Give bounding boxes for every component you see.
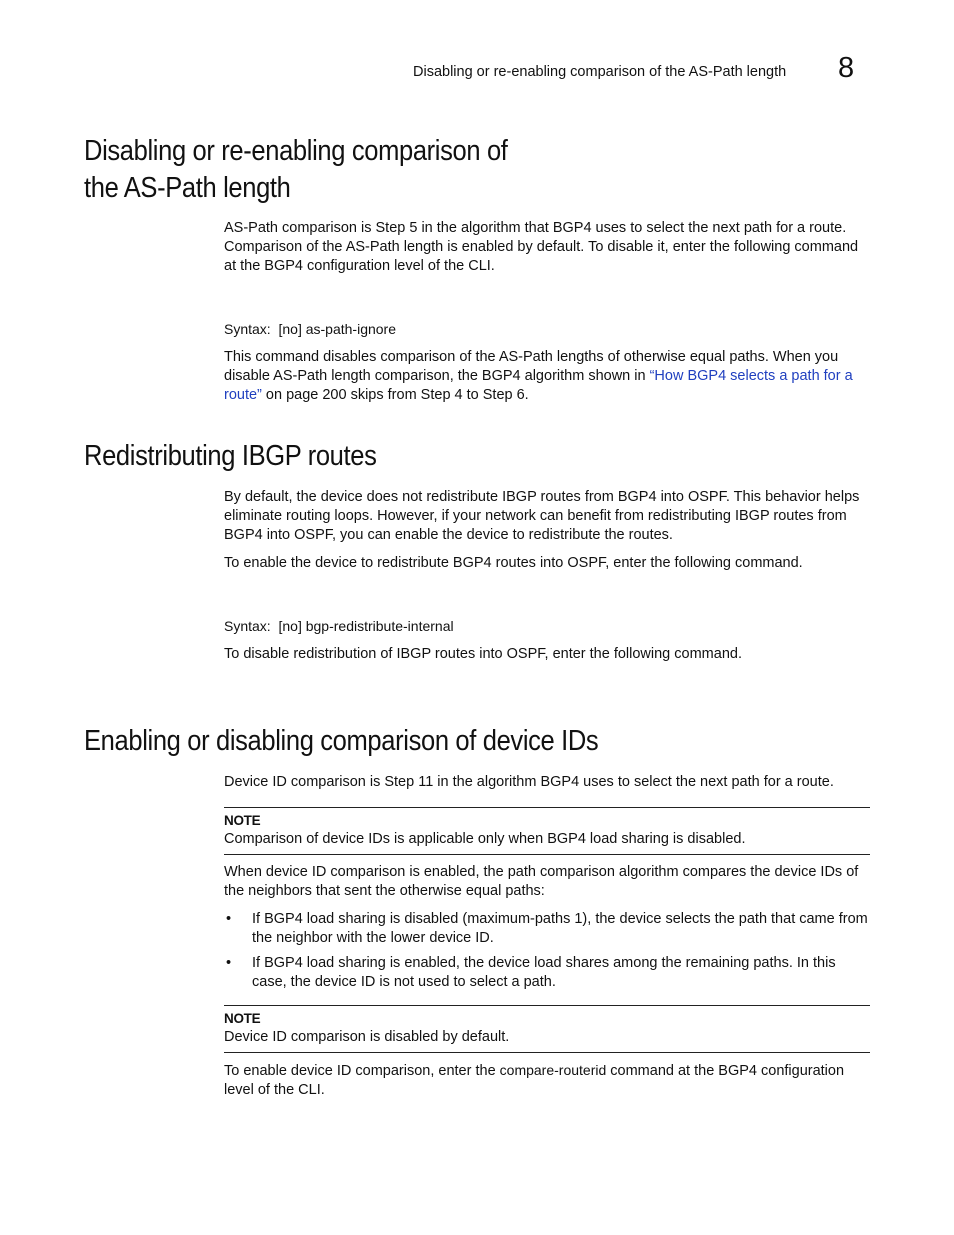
syntax-no: no [282,321,298,337]
list-item: • If BGP4 load sharing is enabled, the device load shares among the remaining paths. In this case, the device ID is not used to select a path. [226,955,836,990]
as-path-description [224,348,872,405]
device-id-bullet-list [224,910,872,992]
section-title-line1: Disabling or re-enabling comparison of [84,135,508,167]
final-text-after: command at the BGP4 configuration level of the CLI. [224,1063,845,1098]
redistribute-para1: By default, the device does not redistribute IBGP routes from BGP4 into OSPF. This behavior helps eliminate routing loops. However, if your network can benefit from redistributing IBGP routes from BGP4 into OSPF, you can enable the device to redistribute the routes. [224,489,860,543]
as-path-intro [224,219,872,276]
compare-routerid-command: compare-routerid [499,1062,607,1078]
device-id-para2: When device ID comparison is enabled, the path comparison algorithm compares the device IDs of the neighbors that sent the otherwise equal paths: [224,864,859,899]
section-title-device-ids: Enabling or disabling comparison of device IDs [84,725,599,757]
redistribute-para3: To disable redistribution of IBGP routes into OSPF, enter the following command. [224,646,742,662]
desc-text-after: on page 200 skips from Step 4 to Step 6. [261,387,529,403]
device-id-intro-text: Device ID comparison is Step 11 in the algorithm BGP4 uses to select the next path for a route. [224,774,834,790]
running-header-title: Disabling or re-enabling comparison of the AS-Path length [413,64,787,80]
syntax-command: bgp-redistribute-internal [305,618,454,634]
list-item: • If BGP4 load sharing is disabled (maximum-paths 1), the device selects the path that came from the neighbor with the lower device ID. [226,911,868,946]
redistribute-syntax: Syntax: [no] bgp-redistribute-internal [224,618,454,634]
note-label: NOTE [224,1011,261,1026]
chapter-number: 8 [838,52,855,84]
syntax-command: as-path-ignore [305,321,397,337]
note-box [224,807,870,855]
cross-reference-link[interactable]: “How BGP4 selects a path for a route” [224,368,853,403]
redistribute-para2: To enable the device to redistribute BGP4 routes into OSPF, enter the following command. [224,555,803,571]
as-path-intro-text: AS-Path comparison is Step 5 in the algorithm that BGP4 uses to select the next path for a route. Comparison of the AS-Path length is enabled by default. To disable it, enter the following command at the BGP4 configuration level of the CLI. [224,220,859,274]
redistribute-disable-text [224,645,872,664]
syntax-no: no [282,618,298,634]
syntax-label: Syntax: [224,321,271,337]
device-id-intro [224,773,872,792]
note-text: Device ID comparison is disabled by default. [224,1029,510,1045]
section-title-line2: the AS-Path length [84,172,291,204]
final-text-before: To enable device ID comparison, enter the [224,1063,500,1079]
section-title-as-path [84,133,508,207]
as-path-syntax: Syntax: [no] as-path-ignore [224,321,397,337]
note-text: Comparison of device IDs is applicable only when BGP4 load sharing is disabled. [224,831,746,847]
device-id-final [224,1061,872,1100]
bullet-icon: • [226,911,232,927]
bullet-icon: • [226,955,232,971]
note-label: NOTE [224,813,261,828]
device-id-details [224,863,872,992]
note-box [224,1005,870,1053]
desc-text-before: This command disables comparison of the AS-Path lengths of otherwise equal paths. When you disable AS-Path length comparison, the BGP4 algorithm shown in [224,349,839,384]
syntax-label: Syntax: [224,618,271,634]
section-title-redistributing: Redistributing IBGP routes [84,440,377,472]
redistribute-text [224,488,872,573]
